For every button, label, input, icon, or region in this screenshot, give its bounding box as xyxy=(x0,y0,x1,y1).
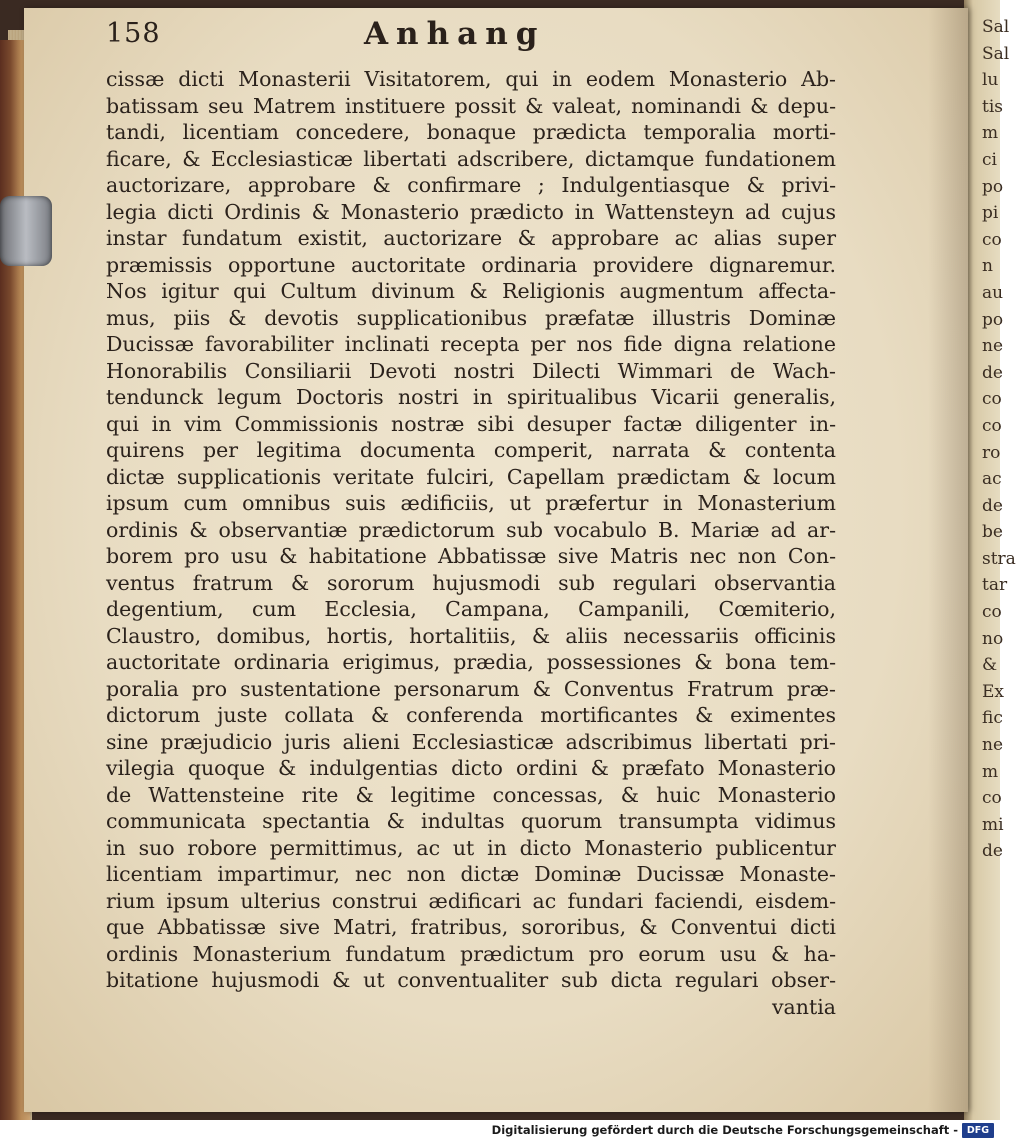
text-line: Nos igitur qui Cultum divinum & Religionis augmentum affecta- xyxy=(106,279,836,303)
text-line: sine præjudicio juris alieni Ecclesiasticæ adscribimus libertati pri- xyxy=(106,729,836,754)
adjacent-page-fragment: tar xyxy=(982,575,1008,596)
adjacent-page-fragment: ne xyxy=(982,735,1004,756)
running-head: Anhang xyxy=(364,16,546,52)
adjacent-page-fragment: po xyxy=(982,176,1004,197)
adjacent-page-fragment: fic xyxy=(982,708,1003,729)
text-line: rium ipsum ulterius construi ædificari ac fundari faciendi, eisdem- xyxy=(106,888,836,913)
text-line: dictæ supplicationis veritate fulciri, Capellam prædictam & locum xyxy=(106,464,836,489)
adjacent-page-fragment: co xyxy=(982,788,1002,809)
page-number: 158 xyxy=(106,18,161,49)
body-text xyxy=(106,66,836,1020)
adjacent-page-fragment: co xyxy=(982,389,1002,410)
funding-notice: Digitalisierung gefördert durch die Deutsche Forschungsgemeinschaft - xyxy=(491,1123,958,1137)
text-line: degentium, cum Ecclesia, Campana, Campanili, Cœmiterio, xyxy=(106,597,836,621)
text-line: cissæ dicti Monasterii Visitatorem, qui in eodem Monasterio Ab- xyxy=(106,67,836,91)
adjacent-page-fragment: de xyxy=(982,495,1003,516)
text-line: ordinis Monasterium fundatum prædictum pro eorum usu & ha- xyxy=(106,941,836,966)
digitization-footer xyxy=(0,1120,1000,1142)
text-line: quirens per legitima documenta comperit, narrata & contenta xyxy=(106,438,836,462)
adjacent-page-text xyxy=(982,14,1016,865)
adjacent-page-fragment: de xyxy=(982,841,1003,862)
dfg-logo: DFG xyxy=(962,1123,994,1138)
adjacent-page-fragment: be xyxy=(982,522,1003,543)
adjacent-page-fragment: co xyxy=(982,602,1002,623)
adjacent-page-fragment: de xyxy=(982,362,1003,383)
text-line: communicata spectantia & indultas quorum transumpta vidimus xyxy=(106,809,836,833)
text-line: auctorizare, approbare & confirmare ; Indulgentiasque & privi- xyxy=(106,173,836,197)
adjacent-page-fragment: tis xyxy=(982,96,1003,117)
text-line: tandi, licentiam concedere, bonaque prædicta temporalia morti- xyxy=(106,120,836,144)
adjacent-page-fragment: ro xyxy=(982,442,1001,463)
adjacent-page-fragment: & xyxy=(982,655,998,676)
adjacent-page-fragment: Ex xyxy=(982,681,1004,702)
text-line: præmissis opportune auctoritate ordinaria providere dignaremur. xyxy=(106,252,836,277)
text-line: Ducissæ favorabiliter inclinati recepta per nos fide digna relatione xyxy=(106,332,836,356)
gutter-shadow xyxy=(928,8,968,1112)
text-line: in suo robore permittimus, ac ut in dicto Monasterio publicentur xyxy=(106,835,836,860)
text-line: Honorabilis Consiliarii Devoti nostri Dilecti Wimmari de Wach- xyxy=(106,358,836,383)
text-line: auctoritate ordinaria erigimus, prædia, possessiones & bona tem- xyxy=(106,650,836,674)
adjacent-page-fragment: ci xyxy=(982,149,997,170)
adjacent-page-fragment: ac xyxy=(982,469,1002,490)
text-line: mus, piis & devotis supplicationibus præfatæ illustris Dominæ xyxy=(106,305,836,330)
text-line: ficare, & Ecclesiasticæ libertati adscribere, dictamque fundationem xyxy=(106,146,836,171)
adjacent-page-fragment: au xyxy=(982,282,1004,303)
adjacent-page xyxy=(964,0,1016,1120)
adjacent-page-fragment: stra xyxy=(982,548,1016,569)
text-line: borem pro usu & habitatione Abbatissæ sive Matris nec non Con- xyxy=(106,544,836,568)
text-line: instar fundatum existit, auctorizare & approbare ac alias super xyxy=(106,226,836,250)
adjacent-page-fragment: co xyxy=(982,229,1002,250)
text-line: batissam seu Matrem instituere possit & valeat, nominandi & depu- xyxy=(106,93,836,118)
text-line: qui in vim Commissionis nostræ sibi desuper factæ diligenter in- xyxy=(106,411,836,436)
adjacent-page-fragment: pi xyxy=(982,203,999,224)
text-line: de Wattensteine rite & legitime concessas, & huic Monasterio xyxy=(106,782,836,807)
adjacent-page-fragment: co xyxy=(982,415,1002,436)
book-page xyxy=(24,8,968,1112)
text-line: ipsum cum omnibus suis ædificiis, ut præfertur in Monasterium xyxy=(106,491,836,515)
adjacent-page-fragment: lu xyxy=(982,70,999,91)
adjacent-page-fragment: m xyxy=(982,123,999,144)
adjacent-page-fragment: Sal xyxy=(982,43,1010,64)
book-clasp xyxy=(0,196,52,266)
text-line: poralia pro sustentatione personarum & Conventus Fratrum præ- xyxy=(106,676,836,701)
text-line: ordinis & observantiæ prædictorum sub vocabulo B. Mariæ ad ar- xyxy=(106,517,836,542)
adjacent-page-fragment: ne xyxy=(982,336,1004,357)
adjacent-page-fragment: no xyxy=(982,628,1004,649)
adjacent-page-fragment: Sal xyxy=(982,17,1010,37)
text-line: bitatione hujusmodi & ut conventualiter sub dicta regulari obser- xyxy=(106,968,836,992)
adjacent-page-fragment: po xyxy=(982,309,1004,330)
text-line: legia dicti Ordinis & Monasterio prædicto in Wattensteyn ad cujus xyxy=(106,199,836,224)
text-line: Claustro, domibus, hortis, hortalitiis, & aliis necessariis officinis xyxy=(106,623,836,648)
catchword: vantia xyxy=(771,994,836,1019)
text-line: licentiam impartimur, nec non dictæ Dominæ Ducissæ Monaste- xyxy=(106,862,836,886)
adjacent-page-fragment: mi xyxy=(982,814,1004,835)
text-line: vilegia quoque & indulgentias dicto ordini & præfato Monasterio xyxy=(106,756,836,780)
adjacent-page-fragment: n xyxy=(982,256,993,277)
text-line: que Abbatissæ sive Matri, fratribus, sororibus, & Conventui dicti xyxy=(106,915,836,939)
text-line: ventus fratrum & sororum hujusmodi sub regulari observantia xyxy=(106,570,836,595)
text-line: dictorum juste collata & conferenda mortificantes & eximentes xyxy=(106,703,836,727)
adjacent-page-fragment: m xyxy=(982,761,999,782)
text-line: tendunck legum Doctoris nostri in spiritualibus Vicarii generalis, xyxy=(106,385,836,409)
